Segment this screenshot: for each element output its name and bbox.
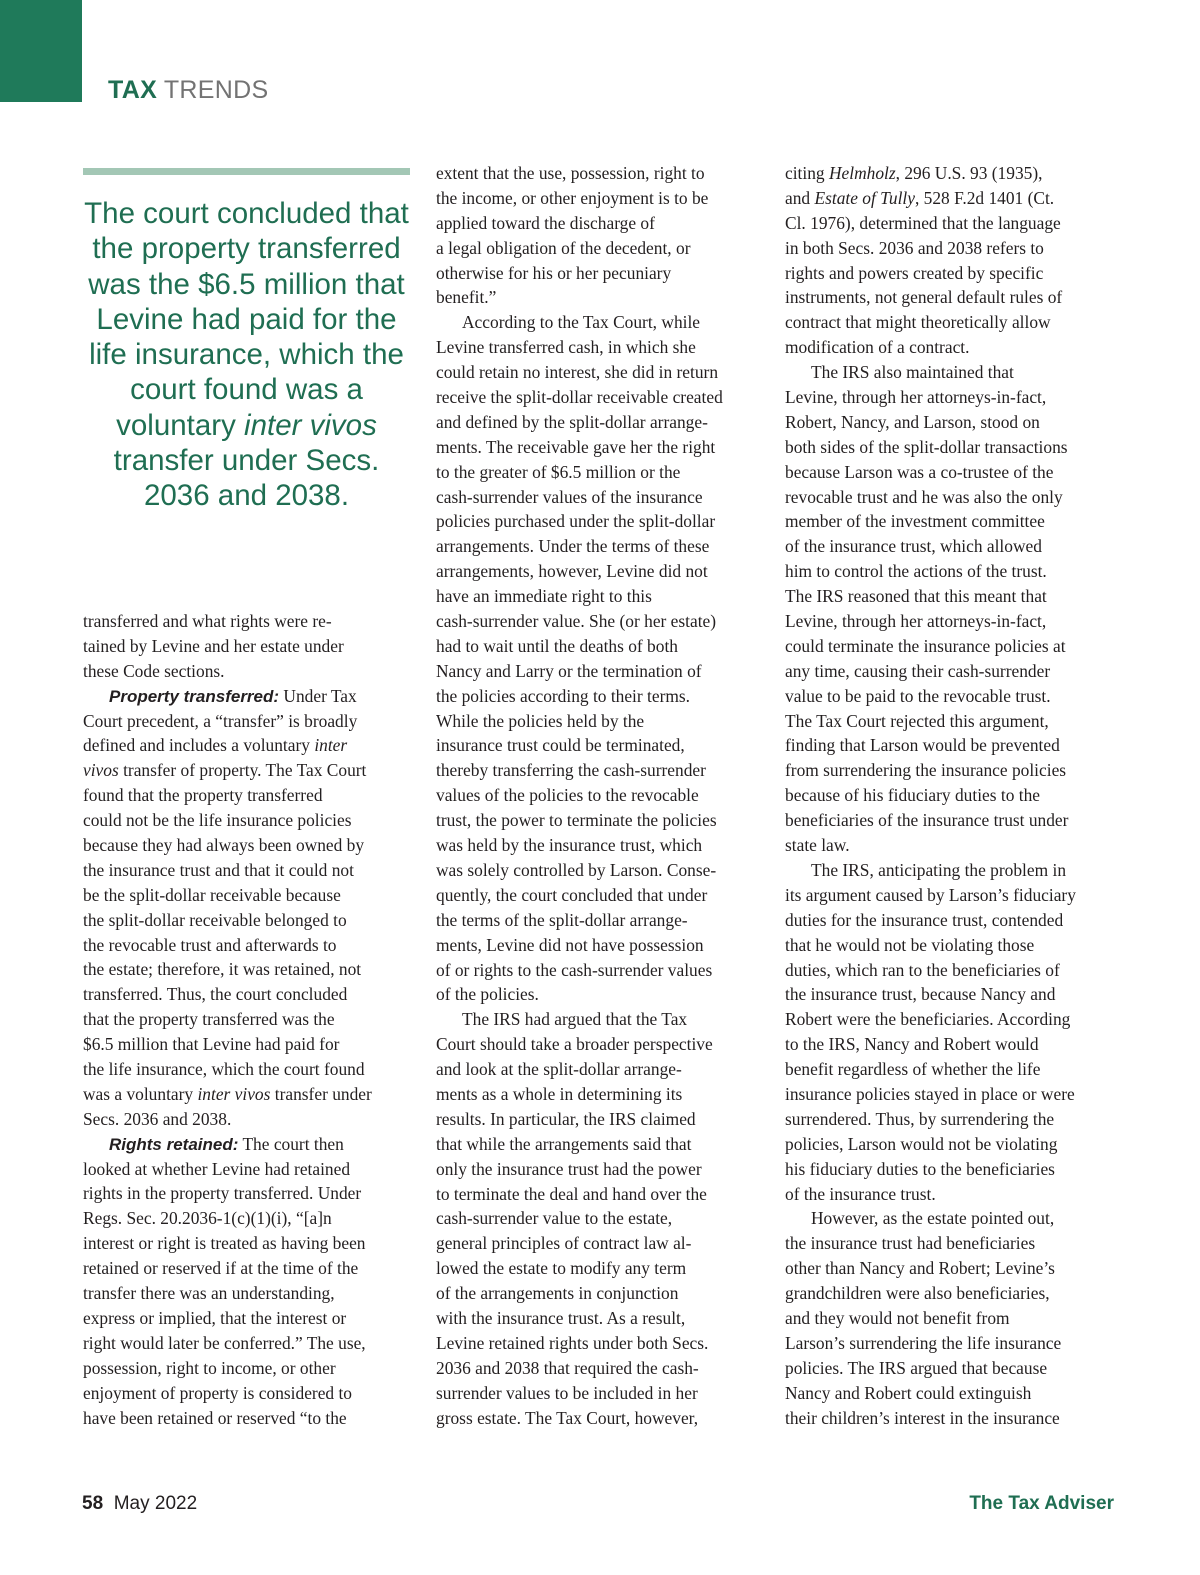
- body-text: benefit regardless of whether the life: [785, 1059, 1041, 1080]
- pull-quote-text: The court concluded that the property transferred was the $6.5 million that Levine had paid for the life insurance, which the court found was a voluntary: [84, 197, 409, 442]
- body-text: The IRS reasoned that this meant that: [785, 586, 1047, 607]
- text-line: [436, 933, 772, 958]
- text-line: [436, 435, 772, 460]
- pull-quote-rule: [83, 168, 410, 175]
- body-text: arrangements, however, Levine did not: [436, 561, 708, 582]
- text-line: [436, 733, 772, 758]
- body-text: other than Nancy and Robert; Levine’s: [785, 1258, 1055, 1279]
- body-text: in both Secs. 2036 and 2038 refers to: [785, 237, 1044, 258]
- body-text: had to wait until the deaths of both: [436, 635, 678, 656]
- text-line: [785, 211, 1121, 236]
- text-line: [436, 1107, 772, 1132]
- body-text: finding that Larson would be prevented: [785, 735, 1060, 756]
- body-text: ments, Levine did not have possession: [436, 934, 704, 955]
- body-text: that he would not be violating those: [785, 934, 1035, 955]
- text-line: [83, 883, 419, 908]
- body-text: cash-surrender value. She (or her estate): [436, 611, 717, 632]
- body-text: Nancy and Larry or the termination of: [436, 660, 702, 681]
- text-line: [83, 1107, 419, 1132]
- paragraph-start-line: [436, 1007, 772, 1032]
- text-line: [436, 709, 772, 734]
- body-text: Levine, through her attorneys-in-fact,: [785, 387, 1047, 408]
- italic-text: Helmholz: [828, 163, 896, 183]
- body-text: extent that the use, possession, right to: [436, 163, 705, 183]
- section-header: [108, 76, 268, 105]
- body-text: Robert were the beneficiaries. According: [785, 1009, 1071, 1030]
- text-line: [83, 982, 419, 1007]
- body-text: modification of a contract.: [785, 337, 970, 358]
- text-line: [436, 161, 772, 186]
- text-line: [83, 1032, 419, 1057]
- body-text: and defined by the split-dollar arrange-: [436, 411, 708, 432]
- body-text: Court precedent, a “transfer” is broadly: [83, 710, 358, 731]
- body-text: and: [785, 187, 815, 208]
- text-line: [83, 733, 419, 758]
- text-line: [436, 335, 772, 360]
- text-line: [785, 634, 1121, 659]
- text-line: [436, 211, 772, 236]
- text-line: [785, 958, 1121, 983]
- text-line: [436, 534, 772, 559]
- text-line: [785, 1406, 1121, 1431]
- body-text: the policies according to their terms.: [436, 685, 691, 706]
- text-line: [785, 186, 1121, 211]
- body-text: of or rights to the cash-surrender values: [436, 959, 713, 980]
- text-column-3: [785, 161, 1121, 1430]
- text-line: [785, 310, 1121, 335]
- text-line: [436, 883, 772, 908]
- body-text: could retain no interest, she did in return: [436, 362, 719, 383]
- text-line: [436, 1331, 772, 1356]
- body-text: Levine, through her attorneys-in-fact,: [785, 611, 1047, 632]
- body-text: gross estate. The Tax Court, however,: [436, 1407, 699, 1428]
- body-text: the estate; therefore, it was retained, not: [83, 959, 362, 980]
- body-text: citing: [785, 163, 829, 183]
- text-line: [436, 958, 772, 983]
- run-in-heading: Rights retained:: [109, 1134, 239, 1154]
- text-line: [83, 709, 419, 734]
- text-line: [83, 1157, 419, 1182]
- text-line: [785, 509, 1121, 534]
- text-line: [436, 1182, 772, 1207]
- text-line: [436, 509, 772, 534]
- text-line: [436, 634, 772, 659]
- body-text: beneficiaries of the insurance trust under: [785, 810, 1069, 831]
- body-text: applied toward the discharge of: [436, 212, 655, 233]
- body-text: and they would not benefit from: [785, 1307, 1010, 1328]
- text-line: [83, 1356, 419, 1381]
- text-line: [83, 1007, 419, 1032]
- body-text: from surrendering the insurance policies: [785, 760, 1067, 781]
- text-line: [785, 1356, 1121, 1381]
- text-line: [785, 609, 1121, 634]
- body-text: , 296 U.S. 93 (1935),: [895, 163, 1043, 183]
- text-line: [83, 1281, 419, 1306]
- pull-quote-text-end: transfer under Secs. 2036 and 2038.: [113, 444, 380, 513]
- body-text: contract that might theoretically allow: [785, 312, 1051, 333]
- body-text: insurance trust could be terminated,: [436, 735, 685, 756]
- paragraph-start-line: [436, 310, 772, 335]
- italic-text: inter vivos: [197, 1083, 271, 1104]
- text-line: [83, 1406, 419, 1431]
- text-line: [785, 659, 1121, 684]
- body-text: the split-dollar receivable belonged to: [83, 909, 347, 930]
- text-line: [785, 1331, 1121, 1356]
- body-text: surrendered. Thus, by surrendering the: [785, 1108, 1055, 1129]
- body-text: any time, causing their cash-surrender: [785, 660, 1051, 681]
- body-text: receive the split-dollar receivable created: [436, 387, 723, 408]
- body-text: Nancy and Robert could extinguish: [785, 1382, 1032, 1403]
- body-text: retained or reserved if at the time of the: [83, 1258, 359, 1279]
- body-text: value to be paid to the revocable trust.: [785, 685, 1051, 706]
- body-text: the income, or other enjoyment is to be: [436, 187, 709, 208]
- body-text: , 528 F.2d 1401 (Ct.: [914, 187, 1055, 208]
- body-text: Court should take a broader perspective: [436, 1034, 713, 1055]
- body-text: The court then: [238, 1133, 344, 1154]
- text-line: [436, 1406, 772, 1431]
- body-text: tained by Levine and her estate under: [83, 635, 344, 656]
- text-line: [785, 1231, 1121, 1256]
- text-line: [436, 659, 772, 684]
- text-line: [785, 460, 1121, 485]
- body-text: grandchildren were also beneficiaries,: [785, 1283, 1050, 1304]
- pull-quote-italic: inter vivos: [244, 408, 377, 442]
- text-line: [785, 783, 1121, 808]
- body-text: of the policies.: [436, 984, 539, 1005]
- body-text: values of the policies to the revocable: [436, 785, 699, 806]
- body-text: looked at whether Levine had retained: [83, 1158, 351, 1179]
- body-text: could terminate the insurance policies at: [785, 635, 1066, 656]
- text-line: [785, 1306, 1121, 1331]
- text-line: [83, 634, 419, 659]
- text-line: [436, 1082, 772, 1107]
- body-text: have an immediate right to this: [436, 586, 652, 607]
- text-line: [436, 908, 772, 933]
- text-line: [436, 1256, 772, 1281]
- text-line: [785, 1182, 1121, 1207]
- text-line: [785, 1256, 1121, 1281]
- page-number: 58: [82, 1493, 104, 1514]
- text-line: [436, 1381, 772, 1406]
- text-line: [436, 783, 772, 808]
- body-text: Levine retained rights under both Secs.: [436, 1332, 709, 1353]
- body-text: $6.5 million that Levine had paid for: [83, 1034, 340, 1055]
- text-line: [436, 833, 772, 858]
- text-line: [785, 1007, 1121, 1032]
- body-text: ments as a whole in determining its: [436, 1083, 683, 1104]
- body-text: 2036 and 2038 that required the cash-: [436, 1357, 699, 1378]
- body-text: the insurance trust and that it could not: [83, 859, 354, 880]
- body-text: Secs. 2036 and 2038.: [83, 1108, 232, 1129]
- body-text: the life insurance, which the court found: [83, 1059, 365, 1080]
- body-text: was solely controlled by Larson. Conse-: [436, 859, 717, 880]
- text-line: [785, 584, 1121, 609]
- text-line: [436, 460, 772, 485]
- text-line: [83, 858, 419, 883]
- text-line: [785, 982, 1121, 1007]
- text-line: [436, 485, 772, 510]
- text-line: [785, 1082, 1121, 1107]
- body-text: these Code sections.: [83, 660, 225, 681]
- body-text: However, as the estate pointed out,: [811, 1208, 1055, 1229]
- text-line: [83, 808, 419, 833]
- footer-folio: [82, 1493, 197, 1515]
- body-text: enjoyment of property is considered to: [83, 1382, 353, 1403]
- text-line: [436, 858, 772, 883]
- text-line: [785, 335, 1121, 360]
- body-text: and look at the split-dollar arrange-: [436, 1059, 682, 1080]
- section-header-rest: TRENDS: [163, 76, 269, 104]
- text-line: [83, 833, 419, 858]
- body-text: only the insurance trust had the power: [436, 1158, 702, 1179]
- body-text: general principles of contract law al-: [436, 1233, 692, 1254]
- text-line: [83, 1331, 419, 1356]
- paragraph-start-line: [785, 858, 1121, 883]
- text-line: [785, 684, 1121, 709]
- text-line: [785, 1281, 1121, 1306]
- body-text: The Tax Court rejected this argument,: [785, 710, 1049, 731]
- body-text: otherwise for his or her pecuniary: [436, 262, 672, 283]
- text-line: [436, 1356, 772, 1381]
- body-text: Robert, Nancy, and Larson, stood on: [785, 411, 1040, 432]
- text-line: [436, 1231, 772, 1256]
- text-line: [436, 584, 772, 609]
- text-line: [436, 559, 772, 584]
- body-text: to the IRS, Nancy and Robert would: [785, 1034, 1039, 1055]
- body-text: a legal obligation of the decedent, or: [436, 237, 691, 258]
- text-line: [785, 709, 1121, 734]
- body-text: state law.: [785, 835, 850, 856]
- italic-text: inter: [314, 735, 348, 756]
- body-text: the revocable trust and afterwards to: [83, 934, 337, 955]
- body-text: both sides of the split-dollar transactions: [785, 436, 1068, 457]
- text-column-2: [436, 161, 772, 1430]
- body-text: Larson’s surrendering the life insurance: [785, 1332, 1062, 1353]
- text-line: [436, 808, 772, 833]
- text-line: [785, 435, 1121, 460]
- body-text: results. In particular, the IRS claimed: [436, 1108, 696, 1129]
- text-line: [785, 261, 1121, 286]
- body-text: The IRS also maintained that: [811, 362, 1014, 383]
- body-text: be the split-dollar receivable because: [83, 884, 341, 905]
- section-header-bold: TAX: [108, 76, 158, 104]
- text-line: [436, 385, 772, 410]
- text-line: [83, 609, 419, 634]
- text-line: [83, 1256, 419, 1281]
- body-text: his fiduciary duties to the beneficiaries: [785, 1158, 1055, 1179]
- text-line: [785, 385, 1121, 410]
- body-text: of the insurance trust.: [785, 1183, 936, 1204]
- body-text: Levine transferred cash, in which she: [436, 337, 696, 358]
- text-line: [436, 1206, 772, 1231]
- body-text: transferred. Thus, the court concluded: [83, 984, 348, 1005]
- body-text: to the greater of $6.5 million or the: [436, 461, 681, 482]
- body-text: policies. The IRS argued that because: [785, 1357, 1048, 1378]
- body-text: Under Tax: [279, 685, 357, 706]
- body-text: the insurance trust, because Nancy and: [785, 984, 1056, 1005]
- body-text: interest or right is treated as having been: [83, 1233, 366, 1254]
- body-text: surrender values to be included in her: [436, 1382, 698, 1403]
- text-line: [785, 1107, 1121, 1132]
- text-line: [436, 1157, 772, 1182]
- text-line: [436, 1306, 772, 1331]
- body-text: According to the Tax Court, while: [462, 312, 701, 333]
- text-line: [83, 957, 419, 982]
- body-text: because Larson was a co-trustee of the: [785, 461, 1054, 482]
- text-line: [785, 1157, 1121, 1182]
- body-text: transfer under: [270, 1083, 372, 1104]
- text-line: [83, 659, 419, 684]
- body-text: him to control the actions of the trust.: [785, 561, 1047, 582]
- text-line: [436, 1281, 772, 1306]
- publication-name: The Tax Adviser: [969, 1493, 1114, 1514]
- body-text: because they had always been owned by: [83, 835, 365, 856]
- body-text: transfer there was an understanding,: [83, 1283, 335, 1304]
- text-line: [436, 1032, 772, 1057]
- body-text: transfer of property. The Tax Court: [118, 760, 367, 781]
- body-text: because of his fiduciary duties to the: [785, 785, 1040, 806]
- text-line: [785, 1032, 1121, 1057]
- body-text: Cl. 1976), determined that the language: [785, 212, 1061, 233]
- text-line: [436, 410, 772, 435]
- issue-date: May 2022: [113, 1493, 198, 1514]
- text-line: [785, 285, 1121, 310]
- body-text: While the policies held by the: [436, 710, 645, 731]
- body-text: duties, which ran to the beneficiaries of: [785, 959, 1060, 980]
- body-text: that while the arrangements said that: [436, 1133, 692, 1154]
- text-line: [436, 684, 772, 709]
- body-text: have been retained or reserved “to the: [83, 1407, 347, 1428]
- body-text: revocable trust and he was also the only: [785, 486, 1063, 507]
- text-line: [83, 1082, 419, 1107]
- paragraph-start-line: [83, 684, 419, 709]
- text-line: [785, 410, 1121, 435]
- text-line: [83, 1057, 419, 1082]
- body-text: arrangements. Under the terms of these: [436, 536, 710, 557]
- text-line: [436, 1132, 772, 1157]
- body-text: transferred and what rights were re-: [83, 611, 332, 631]
- text-line: [785, 883, 1121, 908]
- paragraph-start-line: [785, 360, 1121, 385]
- text-line: [436, 360, 772, 385]
- text-line: [83, 1181, 419, 1206]
- text-line: [436, 285, 772, 310]
- body-text: thereby transferring the cash-surrender: [436, 760, 706, 781]
- body-text: lowed the estate to modify any term: [436, 1258, 687, 1279]
- body-text: express or implied, that the interest or: [83, 1307, 347, 1328]
- body-text: the terms of the split-dollar arrange-: [436, 909, 688, 930]
- body-text: could not be the life insurance policies: [83, 810, 352, 831]
- text-line: [785, 808, 1121, 833]
- body-text: their children’s interest in the insurance: [785, 1407, 1060, 1428]
- body-text: member of the investment committee: [785, 511, 1045, 532]
- run-in-heading: Property transferred:: [109, 686, 280, 706]
- body-text: benefit.”: [436, 287, 497, 308]
- text-line: [785, 833, 1121, 858]
- text-line: [436, 609, 772, 634]
- body-text: trust, the power to terminate the policies: [436, 810, 717, 831]
- text-line: [83, 758, 419, 783]
- body-text: was a voluntary: [83, 1083, 198, 1104]
- text-line: [83, 783, 419, 808]
- text-line: [785, 908, 1121, 933]
- text-line: [785, 1132, 1121, 1157]
- body-text: its argument caused by Larson’s fiduciary: [785, 884, 1076, 905]
- paragraph-start-line: [83, 1132, 419, 1157]
- text-line: [436, 236, 772, 261]
- corner-color-tab: [0, 0, 82, 102]
- text-line: [785, 559, 1121, 584]
- body-text: The IRS, anticipating the problem in: [811, 859, 1067, 880]
- body-text: that the property transferred was the: [83, 1009, 335, 1030]
- text-line: [83, 933, 419, 958]
- body-text: The IRS had argued that the Tax: [462, 1009, 688, 1030]
- body-text: policies, Larson would not be violating: [785, 1133, 1058, 1154]
- body-text: the insurance trust had beneficiaries: [785, 1233, 1036, 1254]
- text-line: [83, 1206, 419, 1231]
- paragraph-start-line: [785, 1206, 1121, 1231]
- text-column-1: [83, 609, 419, 1430]
- body-text: defined and includes a voluntary: [83, 735, 315, 756]
- text-line: [436, 186, 772, 211]
- body-text: of the arrangements in conjunction: [436, 1283, 679, 1304]
- body-text: with the insurance trust. As a result,: [436, 1307, 686, 1328]
- text-line: [785, 758, 1121, 783]
- text-line: [785, 1057, 1121, 1082]
- text-line: [436, 982, 772, 1007]
- text-line: [83, 1381, 419, 1406]
- text-line: [436, 261, 772, 286]
- text-line: [785, 933, 1121, 958]
- text-line: [785, 161, 1121, 186]
- pull-quote: [83, 196, 410, 514]
- text-line: [785, 534, 1121, 559]
- body-text: cash-surrender values of the insurance: [436, 486, 703, 507]
- body-text: ments. The receivable gave her the right: [436, 436, 716, 457]
- body-text: of the insurance trust, which allowed: [785, 536, 1042, 557]
- text-line: [436, 758, 772, 783]
- body-text: rights and powers created by specific: [785, 262, 1044, 283]
- text-line: [83, 908, 419, 933]
- body-text: policies purchased under the split-dollar: [436, 511, 716, 532]
- italic-text: vivos: [83, 760, 119, 781]
- body-text: was held by the insurance trust, which: [436, 835, 703, 856]
- body-text: quently, the court concluded that under: [436, 884, 708, 905]
- body-text: insurance policies stayed in place or were: [785, 1083, 1075, 1104]
- body-text: Regs. Sec. 20.2036-1(c)(1)(i), “[a]n: [83, 1208, 332, 1229]
- text-line: [83, 1306, 419, 1331]
- text-line: [785, 733, 1121, 758]
- body-text: instruments, not general default rules of: [785, 287, 1063, 308]
- body-text: right would later be conferred.” The use,: [83, 1332, 366, 1353]
- body-text: possession, right to income, or other: [83, 1357, 336, 1378]
- body-text: found that the property transferred: [83, 785, 323, 806]
- italic-text: Estate of Tully: [814, 187, 915, 208]
- body-text: duties for the insurance trust, contended: [785, 909, 1064, 930]
- text-line: [785, 236, 1121, 261]
- body-text: cash-surrender value to the estate,: [436, 1208, 673, 1229]
- body-text: to terminate the deal and hand over the: [436, 1183, 707, 1204]
- text-line: [436, 1057, 772, 1082]
- text-line: [785, 1381, 1121, 1406]
- text-line: [785, 485, 1121, 510]
- body-text: rights in the property transferred. Under: [83, 1183, 362, 1204]
- text-line: [83, 1231, 419, 1256]
